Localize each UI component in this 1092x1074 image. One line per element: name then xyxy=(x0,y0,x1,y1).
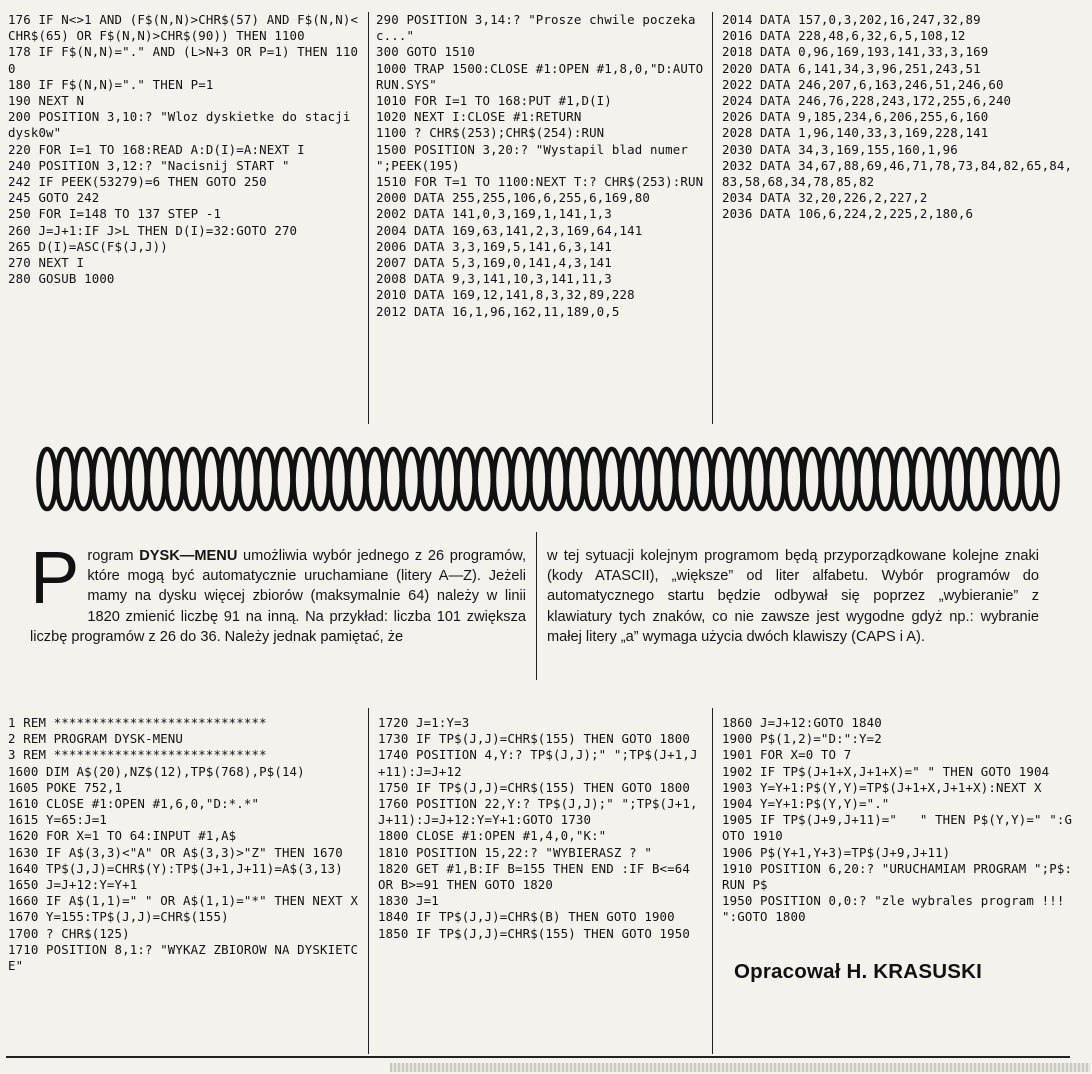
code-line: 270 NEXT I xyxy=(8,255,85,271)
spring-coil-path xyxy=(39,449,1058,509)
code-line: 2028 DATA 1,96,140,33,3,169,228,141 xyxy=(722,125,989,141)
code-line: 1906 P$(Y+1,Y+3)=TP$(J+9,J+11) xyxy=(722,844,951,860)
code-line: 1610 CLOSE #1:OPEN #1,6,0,"D:*.*" xyxy=(8,796,260,812)
code-line: 242 IF PEEK(53279)=6 THEN GOTO 250 xyxy=(8,174,267,190)
code-line: 3 REM **************************** xyxy=(8,747,267,763)
listing-top-col1 xyxy=(8,12,360,287)
code-line: 1615 Y=65:J=1 xyxy=(8,812,107,828)
column-divider xyxy=(712,708,713,1054)
code-line: 1950 POSITION 0,0:? "zle wybrales program !!! ":GOTO 1800 xyxy=(722,893,1073,925)
code-line: 1670 Y=155:TP$(J,J)=CHR$(155) xyxy=(8,909,229,925)
code-line: 1640 TP$(J,J)=CHR$(Y):TP$(J+1,J+11)=A$(3,13) xyxy=(8,860,343,876)
code-line: 1903 Y=Y+1:P$(Y,Y)=TP$(J+1+X,J+1+X):NEXT X xyxy=(722,779,1042,795)
code-line: 1904 Y=Y+1:P$(Y,Y)="." xyxy=(722,796,890,812)
program-name: DYSK—MENU xyxy=(139,548,238,564)
code-line: 1800 CLOSE #1:OPEN #1,4,0,"K:" xyxy=(378,828,607,844)
code-line: 220 FOR I=1 TO 168:READ A:D(I)=A:NEXT I xyxy=(8,141,305,157)
code-line: 1010 FOR I=1 TO 168:PUT #1,D(I) xyxy=(376,93,612,109)
code-line: 200 POSITION 3,10:? "Wloz dyskietke do stacji dysk0w" xyxy=(8,109,359,141)
code-line: 2036 DATA 106,6,224,2,225,2,180,6 xyxy=(722,206,974,222)
code-line: 2002 DATA 141,0,3,169,1,141,1,3 xyxy=(376,206,612,222)
code-line: 1600 DIM A$(20),NZ$(12),TP$(768),P$(14) xyxy=(8,763,305,779)
author-credit: Opracował H. KRASUSKI xyxy=(734,960,982,983)
article-text: rogram xyxy=(87,548,140,564)
listing-bottom-col1 xyxy=(8,715,360,974)
code-line: 1910 POSITION 6,20:? "URUCHAMIAM PROGRAM ";P$:RUN P$ xyxy=(722,860,1073,893)
code-line: 1830 J=1 xyxy=(378,893,439,909)
code-line: 2 REM PROGRAM DYSK-MENU xyxy=(8,731,184,747)
code-line: 2026 DATA 9,185,234,6,206,255,6,160 xyxy=(722,109,989,125)
code-line: 1100 ? CHR$(253);CHR$(254):RUN xyxy=(376,125,605,141)
column-divider xyxy=(368,12,369,424)
code-line: 1902 IF TP$(J+1+X,J+1+X)=" " THEN GOTO 1904 xyxy=(722,763,1050,779)
code-line: 1720 J=1:Y=3 xyxy=(378,715,470,730)
article-col1 xyxy=(30,536,527,647)
code-line: 1840 IF TP$(J,J)=CHR$(B) THEN GOTO 1900 xyxy=(378,909,675,925)
code-line: 2024 DATA 246,76,228,243,172,255,6,240 xyxy=(722,93,1012,109)
spring-coil-divider xyxy=(28,443,1068,515)
code-line: 290 POSITION 3,14:? "Prosze chwile poczekac..." xyxy=(376,12,696,44)
code-line: 1760 POSITION 22,Y:? TP$(J,J);" ";TP$(J+1,J+11):J=J+12:Y=Y+1:GOTO 1730 xyxy=(378,796,698,828)
code-line: 2014 DATA 157,0,3,202,16,247,32,89 xyxy=(722,12,981,27)
code-line: 2004 DATA 169,63,141,2,3,169,64,141 xyxy=(376,222,643,238)
code-line: 1000 TRAP 1500:CLOSE #1:OPEN #1,8,0,"D:AUTORUN.SYS" xyxy=(376,60,704,92)
code-line: 1710 POSITION 8,1:? "WYKAZ ZBIOROW NA DYSKIETCE" xyxy=(8,941,359,974)
code-line: 178 IF F$(N,N)="." AND (L>N+3 OR P=1) THEN 1100 xyxy=(8,44,359,76)
code-line: 1905 IF TP$(J+9,J+11)=" " THEN P$(Y,Y)=" ":GOTO 1910 xyxy=(722,812,1073,844)
code-line: 1900 P$(1,2)="D:":Y=2 xyxy=(722,731,882,747)
code-line: 1650 J=J+12:Y=Y+1 xyxy=(8,877,138,893)
code-line: 280 GOSUB 1000 xyxy=(8,271,115,287)
code-line: 1901 FOR X=0 TO 7 xyxy=(722,747,852,763)
code-line: 2010 DATA 169,12,141,8,3,32,89,228 xyxy=(376,287,635,303)
column-divider xyxy=(536,532,537,680)
code-line: 1510 FOR T=1 TO 1100:NEXT T:? CHR$(253):RUN xyxy=(376,174,704,190)
code-line: 1 REM **************************** xyxy=(8,715,267,730)
code-line: 245 GOTO 242 xyxy=(8,190,100,206)
code-line: 1630 IF A$(3,3)<"A" OR A$(3,3)>"Z" THEN 1670 xyxy=(8,844,343,860)
code-line: 2032 DATA 34,67,88,69,46,71,78,73,84,82,65,84,83,58,68,34,78,85,82 xyxy=(722,157,1073,190)
code-line: 1730 IF TP$(J,J)=CHR$(155) THEN GOTO 1800 xyxy=(378,731,691,747)
code-line: 2000 DATA 255,255,106,6,255,6,169,80 xyxy=(376,190,650,206)
code-line: 2016 DATA 228,48,6,32,6,5,108,12 xyxy=(722,28,966,44)
code-line: 2006 DATA 3,3,169,5,141,6,3,141 xyxy=(376,238,612,254)
article-text: umożliwia wybór jednego z 26 programów, które mogą być automatycznie uruchamiane (litery A—Z). Jeżeli mamy na dysku więcej zbiorów (maksymalnie 64) należy w linii 1820 zmienić liczbę 91 na inną. Na przykład: liczba 101 zwiększa liczbę programów z 26 do 36. Należy jednak pamiętać, że xyxy=(30,548,527,645)
code-line: 1750 IF TP$(J,J)=CHR$(155) THEN GOTO 1800 xyxy=(378,779,691,795)
code-line: 1700 ? CHR$(125) xyxy=(8,925,130,941)
code-line: 265 D(I)=ASC(F$(J,J)) xyxy=(8,238,168,254)
code-line: 2007 DATA 5,3,169,0,141,4,3,141 xyxy=(376,255,612,271)
drop-cap: P xyxy=(30,536,80,619)
code-line: 2012 DATA 16,1,96,162,11,189,0,5 xyxy=(376,303,620,319)
code-line: 180 IF F$(N,N)="." THEN P=1 xyxy=(8,76,214,92)
code-line: 1605 POKE 752,1 xyxy=(8,779,123,795)
code-line: 1860 J=J+12:GOTO 1840 xyxy=(722,715,882,730)
code-line: 1850 IF TP$(J,J)=CHR$(155) THEN GOTO 1950 xyxy=(378,925,691,941)
code-line: 1620 FOR X=1 TO 64:INPUT #1,A$ xyxy=(8,828,237,844)
code-line: 1820 GET #1,B:IF B=155 THEN END :IF B<=64 OR B>=91 THEN GOTO 1820 xyxy=(378,860,698,893)
listing-top-col3 xyxy=(722,12,1074,223)
code-line: 300 GOTO 1510 xyxy=(376,44,475,60)
code-line: 176 IF N<>1 AND (F$(N,N)>CHR$(57) AND F$(N,N)<CHR$(65) OR F$(N,N)>CHR$(90)) THEN 1100 xyxy=(8,12,359,44)
code-line: 190 NEXT N xyxy=(8,93,85,109)
code-line: 2030 DATA 34,3,169,155,160,1,96 xyxy=(722,141,958,157)
listing-bottom-col3 xyxy=(722,715,1074,926)
article-col2: w tej sytuacji kolejnym programom będą przyporządkowane kolejne znaki (kody ATASCII), „większe” od liter alfabetu. Wybór programów do automatycznego startu będzie odbywał się poprzez „wybieranie” z klawiatury tych znaków, co nie zawsze jest wygodne gdyż np.: wybranie małej litery „a” wymaga użycia dwóch klawiszy (CAPS i A). xyxy=(547,548,1039,645)
code-line: 1660 IF A$(1,1)=" " OR A$(1,1)="*" THEN NEXT X xyxy=(8,893,359,909)
code-line: 240 POSITION 3,12:? "Nacisnij START " xyxy=(8,157,290,173)
code-line: 2020 DATA 6,141,34,3,96,251,243,51 xyxy=(722,60,981,76)
code-line: 1500 POSITION 3,20:? "Wystapil blad numer ";PEEK(195) xyxy=(376,141,696,173)
code-line: 2034 DATA 32,20,226,2,227,2 xyxy=(722,190,928,206)
code-line: 1810 POSITION 15,22:? "WYBIERASZ ? " xyxy=(378,844,652,860)
halftone-strip xyxy=(390,1063,1090,1072)
code-line: 2022 DATA 246,207,6,163,246,51,246,60 xyxy=(722,76,1004,92)
code-line: 1740 POSITION 4,Y:? TP$(J,J);" ";TP$(J+1,J+11):J=J+12 xyxy=(378,747,698,779)
code-line: 250 FOR I=148 TO 137 STEP -1 xyxy=(8,206,222,222)
code-line: 2018 DATA 0,96,169,193,141,33,3,169 xyxy=(722,44,989,60)
code-line: 2008 DATA 9,3,141,10,3,141,11,3 xyxy=(376,271,612,287)
listing-bottom-col2 xyxy=(378,715,704,942)
column-divider xyxy=(368,708,369,1054)
code-line: 1020 NEXT I:CLOSE #1:RETURN xyxy=(376,109,582,125)
column-divider xyxy=(712,12,713,424)
code-line: 260 J=J+1:IF J>L THEN D(I)=32:GOTO 270 xyxy=(8,222,298,238)
bottom-rule xyxy=(6,1056,1070,1058)
listing-top-col2 xyxy=(376,12,706,320)
